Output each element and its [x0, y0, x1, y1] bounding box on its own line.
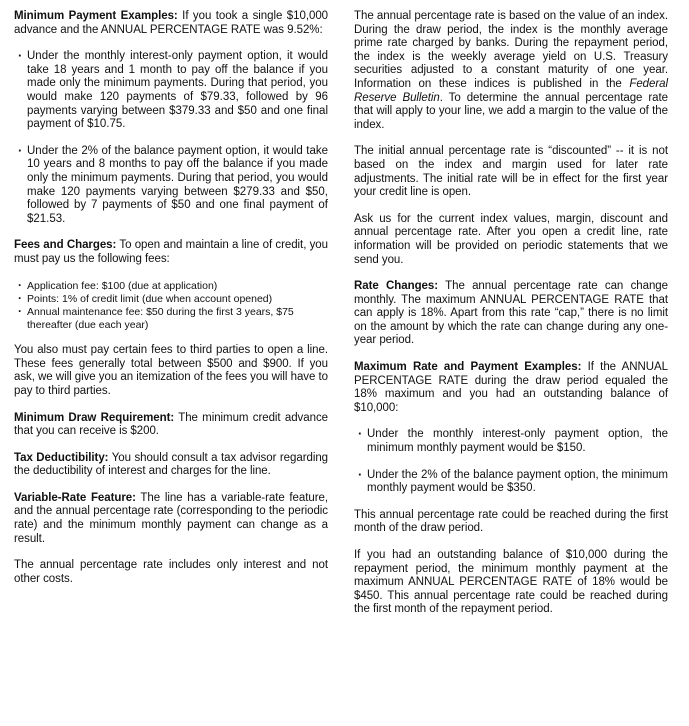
max-rate-examples-heading: Maximum Rate and Payment Examples:: [354, 361, 582, 374]
draw-period-note-paragraph: This annual percentage rate could be reached during the first month of the draw period.: [354, 508, 668, 535]
tax-deductibility-paragraph: [14, 452, 328, 479]
tax-deductibility-body: You should consult a tax advisor regarding the deductibility of interest and charges for the line.: [14, 451, 329, 478]
max-rate-examples-body: If the ANNUAL PERCENTAGE RATE during the draw period equaled the 18% maximum and you had an outstanding balance of $10,000:: [354, 361, 668, 414]
fee-item: · Annual maintenance fee: $50 during the first 3 years, $75 thereafter (due each year): [14, 306, 328, 331]
fee-item: · Application fee: $100 (due at application): [14, 280, 328, 292]
third-party-fees-paragraph: You also must pay certain fees to third parties to open a line. These fees generally total between $500 and $900. If you ask, we will give you an itemization of the fees you will have to pay to third parties.: [14, 344, 328, 397]
rate-changes-heading: Rate Changes:: [354, 280, 439, 293]
ask-us-paragraph: Ask us for the current index values, margin, discount and annual percentage rate. After you open a credit line, rate information will be provided on periodic statements that we send you.: [354, 212, 668, 266]
min-payment-bullet-2: · Under the 2% of the balance payment option, it would take 10 years and 8 months to pay off the balance if you made only the minimum payments. During that period, you would make 120 payments varying between $279.33 and $50, followed by 7 payments of $50 and one final payment of $21.53.: [14, 145, 328, 227]
variable-rate-followup-paragraph: The annual percentage rate includes only interest and not other costs.: [14, 559, 328, 585]
minimum-draw-body: The minimum credit advance that you can receive is $200.: [14, 411, 328, 438]
min-payment-examples-heading: Minimum Payment Examples:: [14, 10, 178, 22]
fees-and-charges-body: To open and maintain a line of credit, you must pay us the following fees:: [14, 239, 329, 265]
left-column: [14, 10, 328, 718]
discounted-rate-paragraph: The initial annual percentage rate is “discounted” -- it is not based on the index and margin used for later rate adjustments. The initial rate will be in effect for the first year your credit line is open.: [354, 145, 668, 199]
minimum-draw-heading: Minimum Draw Requirement:: [14, 411, 175, 424]
max-rate-bullet-1: · Under the monthly interest-only payment option, the minimum monthly payment would be $150.: [354, 428, 668, 455]
fees-list: [14, 280, 328, 332]
min-payment-examples-paragraph: [14, 10, 328, 37]
fees-and-charges-heading: Fees and Charges:: [14, 239, 117, 252]
right-column: [354, 10, 668, 718]
index-paragraph-part1: The annual percentage rate is based on the value of an index. During the draw period, the index is the monthly average prime rate charged by banks. During the repayment period, the index is the weekly average yield on U.S. Treasury securities adjusted to a constant maturity of one year. Information on these indices is published in the: [354, 10, 668, 90]
variable-rate-feature-body: The line has a variable-rate feature, and the annual percentage rate (corresponding to the periodic rate) and the minimum monthly payment can change as a result.: [14, 491, 328, 545]
index-paragraph-part2: . To determine the annual percentage rate that will apply to your line, we add a margin to the value of the index.: [354, 91, 668, 131]
min-payment-bullet-1: · Under the monthly interest-only payment option, it would take 18 years and 1 month to pay off the balance if you made only the minimum payments. During that period, you would make 120 payments of $79.33, followed by 96 payments varying between $379.33 and $50 and one final payment of $10.75.: [14, 50, 328, 132]
federal-reserve-bulletin-title: Federal Reserve Bulletin: [354, 77, 668, 104]
rate-changes-body: The annual percentage rate can change monthly. The maximum ANNUAL PERCENTAGE RATE that can apply is 18%. Apart from this rate “cap,” there is no limit on the amount by which the rate can change during any one-year period.: [354, 280, 668, 347]
index-paragraph: [354, 10, 668, 132]
variable-rate-feature-paragraph: [14, 492, 328, 546]
fees-and-charges-paragraph: [14, 239, 328, 266]
max-rate-bullet-2: · Under the 2% of the balance payment option, the minimum monthly payment would be $350.: [354, 469, 668, 496]
tax-deductibility-heading: Tax Deductibility:: [14, 451, 109, 464]
max-rate-examples-paragraph: [354, 361, 668, 415]
repayment-period-note-paragraph: If you had an outstanding balance of $10,000 during the repayment period, the minimum monthly payment at the maximum ANNUAL PERCENTAGE RATE of 18% would be $450. This annual percentage rate could be reached during the first month of the repayment period.: [354, 549, 668, 616]
fee-item: · Points: 1% of credit limit (due when account opened): [14, 293, 328, 305]
min-payment-examples-body: If you took a single $10,000 advance and the ANNUAL PERCENTAGE RATE was 9.52%:: [14, 10, 329, 36]
variable-rate-feature-heading: Variable-Rate Feature:: [14, 491, 136, 504]
rate-changes-paragraph: [354, 280, 668, 348]
minimum-draw-paragraph: [14, 412, 328, 439]
